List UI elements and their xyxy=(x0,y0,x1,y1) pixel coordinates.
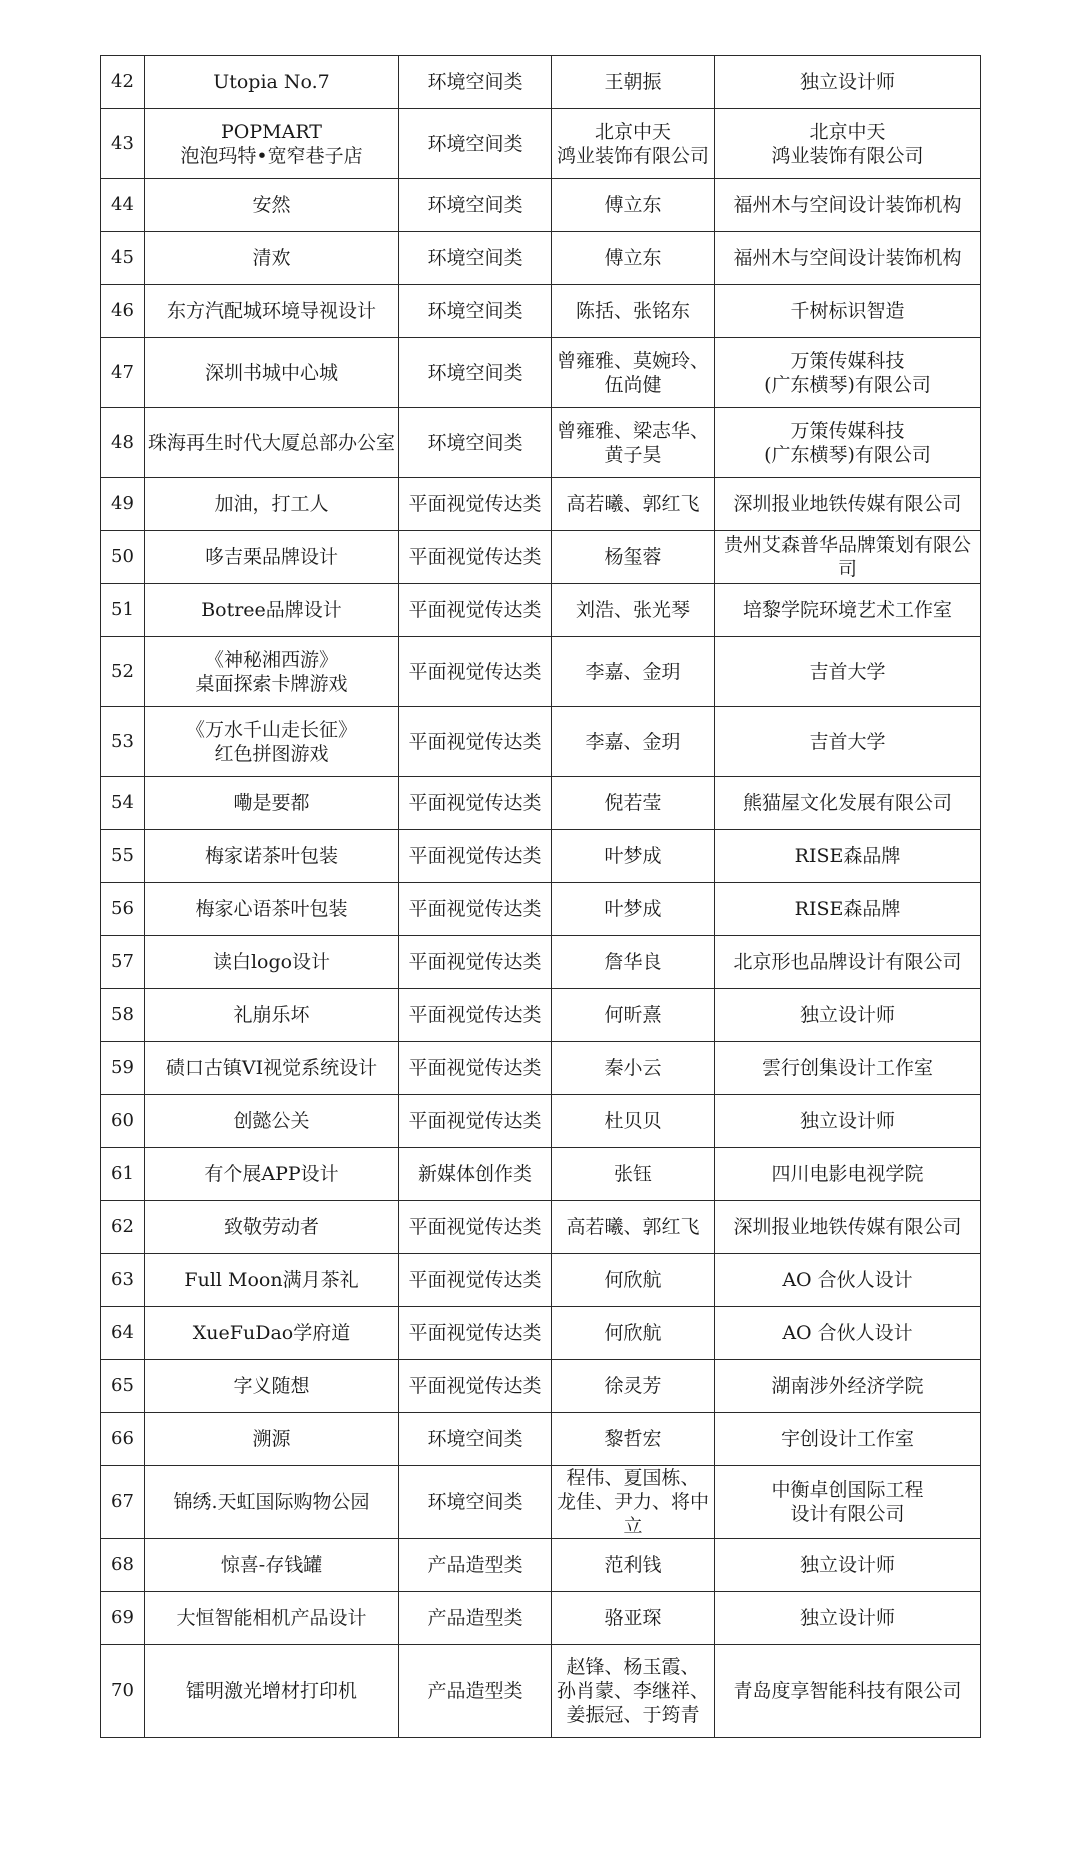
table-row xyxy=(101,830,981,883)
entry-number: 63 xyxy=(101,1254,145,1307)
work-organization: 宇创设计工作室 xyxy=(715,1413,981,1466)
work-category: 环境空间类 xyxy=(399,338,552,408)
work-category: 环境空间类 xyxy=(399,56,552,109)
work-author: 刘浩、张光琴 xyxy=(552,584,715,637)
entry-number: 70 xyxy=(101,1645,145,1738)
work-title: 锦绣.天虹国际购物公园 xyxy=(145,1466,399,1539)
table-row xyxy=(101,1254,981,1307)
entry-number: 52 xyxy=(101,637,145,707)
table-row xyxy=(101,584,981,637)
entry-number: 47 xyxy=(101,338,145,408)
work-author: 曾雍雅、梁志华、 黄子昊 xyxy=(552,408,715,478)
table-row xyxy=(101,1592,981,1645)
work-author: 曾雍雅、莫婉玲、 伍尚健 xyxy=(552,338,715,408)
entry-number: 69 xyxy=(101,1592,145,1645)
work-category: 产品造型类 xyxy=(399,1592,552,1645)
table-row xyxy=(101,1042,981,1095)
table-row xyxy=(101,989,981,1042)
work-author: 范利钱 xyxy=(552,1539,715,1592)
work-title: 梅家心语茶叶包装 xyxy=(145,883,399,936)
table-row xyxy=(101,1307,981,1360)
work-organization: 福州木与空间设计装饰机构 xyxy=(715,179,981,232)
work-title: 梅家诺茶叶包装 xyxy=(145,830,399,883)
table-row xyxy=(101,285,981,338)
work-organization: 万策传媒科技 (广东横琴)有限公司 xyxy=(715,338,981,408)
work-title: 字义随想 xyxy=(145,1360,399,1413)
work-organization: 独立设计师 xyxy=(715,989,981,1042)
work-organization: 湖南涉外经济学院 xyxy=(715,1360,981,1413)
work-author: 高若曦、郭红飞 xyxy=(552,478,715,531)
work-author: 赵锋、杨玉霞、 孙肖蒙、李继祥、 姜振冠、于筠青 xyxy=(552,1645,715,1738)
entry-number: 58 xyxy=(101,989,145,1042)
work-category: 平面视觉传达类 xyxy=(399,1360,552,1413)
table-row xyxy=(101,637,981,707)
work-title: 致敬劳动者 xyxy=(145,1201,399,1254)
work-title: 安然 xyxy=(145,179,399,232)
work-category: 平面视觉传达类 xyxy=(399,1095,552,1148)
work-organization: 吉首大学 xyxy=(715,637,981,707)
work-author: 李嘉、金玥 xyxy=(552,707,715,777)
work-organization: 青岛度享智能科技有限公司 xyxy=(715,1645,981,1738)
table-row xyxy=(101,1148,981,1201)
work-author: 黎哲宏 xyxy=(552,1413,715,1466)
work-organization: 四川电影电视学院 xyxy=(715,1148,981,1201)
work-category: 环境空间类 xyxy=(399,179,552,232)
table-row xyxy=(101,1413,981,1466)
entry-number: 51 xyxy=(101,584,145,637)
entry-number: 43 xyxy=(101,109,145,179)
work-category: 平面视觉传达类 xyxy=(399,1307,552,1360)
table-row xyxy=(101,1645,981,1738)
work-category: 环境空间类 xyxy=(399,1413,552,1466)
work-author: 叶梦成 xyxy=(552,883,715,936)
work-author: 何欣航 xyxy=(552,1307,715,1360)
work-author: 何欣航 xyxy=(552,1254,715,1307)
table-row xyxy=(101,338,981,408)
work-title: 有个展APP设计 xyxy=(145,1148,399,1201)
work-title: 加油，打工人 xyxy=(145,478,399,531)
work-author: 傅立东 xyxy=(552,232,715,285)
table-row xyxy=(101,936,981,989)
work-category: 平面视觉传达类 xyxy=(399,531,552,584)
work-category: 平面视觉传达类 xyxy=(399,883,552,936)
entry-number: 64 xyxy=(101,1307,145,1360)
work-category: 平面视觉传达类 xyxy=(399,478,552,531)
work-author: 陈括、张铭东 xyxy=(552,285,715,338)
table-row xyxy=(101,777,981,830)
work-category: 平面视觉传达类 xyxy=(399,707,552,777)
entry-number: 53 xyxy=(101,707,145,777)
work-category: 平面视觉传达类 xyxy=(399,936,552,989)
work-author: 倪若莹 xyxy=(552,777,715,830)
entry-number: 66 xyxy=(101,1413,145,1466)
entry-number: 61 xyxy=(101,1148,145,1201)
entry-number: 42 xyxy=(101,56,145,109)
work-organization: 独立设计师 xyxy=(715,1539,981,1592)
work-category: 产品造型类 xyxy=(399,1539,552,1592)
table-row xyxy=(101,1095,981,1148)
work-organization: 独立设计师 xyxy=(715,1095,981,1148)
work-title: 惊喜-存钱罐 xyxy=(145,1539,399,1592)
table-row xyxy=(101,707,981,777)
work-organization: 北京形也品牌设计有限公司 xyxy=(715,936,981,989)
award-table xyxy=(100,55,981,1738)
work-organization: AO 合伙人设计 xyxy=(715,1307,981,1360)
work-organization: 熊猫屋文化发展有限公司 xyxy=(715,777,981,830)
table-row xyxy=(101,1360,981,1413)
table-row xyxy=(101,56,981,109)
work-title: 《神秘湘西游》 桌面探索卡牌游戏 xyxy=(145,637,399,707)
work-title: 创懿公关 xyxy=(145,1095,399,1148)
entry-number: 60 xyxy=(101,1095,145,1148)
work-title: 东方汽配城环境导视设计 xyxy=(145,285,399,338)
entry-number: 68 xyxy=(101,1539,145,1592)
work-category: 平面视觉传达类 xyxy=(399,830,552,883)
work-title: 嘞是要都 xyxy=(145,777,399,830)
entry-number: 44 xyxy=(101,179,145,232)
work-author: 高若曦、郭红飞 xyxy=(552,1201,715,1254)
work-title: Botree品牌设计 xyxy=(145,584,399,637)
work-author: 杜贝贝 xyxy=(552,1095,715,1148)
work-title: XueFuDao学府道 xyxy=(145,1307,399,1360)
work-organization: 深圳报业地铁传媒有限公司 xyxy=(715,1201,981,1254)
work-author: 王朝振 xyxy=(552,56,715,109)
work-organization: 北京中天 鸿业装饰有限公司 xyxy=(715,109,981,179)
work-author: 徐灵芳 xyxy=(552,1360,715,1413)
table-row xyxy=(101,1539,981,1592)
work-title: 清欢 xyxy=(145,232,399,285)
work-category: 平面视觉传达类 xyxy=(399,989,552,1042)
work-author: 秦小云 xyxy=(552,1042,715,1095)
entry-number: 59 xyxy=(101,1042,145,1095)
work-organization: 独立设计师 xyxy=(715,56,981,109)
work-title: 大恒智能相机产品设计 xyxy=(145,1592,399,1645)
work-organization: 雲行创集设计工作室 xyxy=(715,1042,981,1095)
work-category: 平面视觉传达类 xyxy=(399,1201,552,1254)
work-category: 环境空间类 xyxy=(399,232,552,285)
entry-number: 62 xyxy=(101,1201,145,1254)
work-category: 平面视觉传达类 xyxy=(399,1254,552,1307)
work-title: Full Moon满月茶礼 xyxy=(145,1254,399,1307)
work-title: POPMART 泡泡玛特•宽窄巷子店 xyxy=(145,109,399,179)
work-title: 礼崩乐坏 xyxy=(145,989,399,1042)
table-row xyxy=(101,179,981,232)
work-category: 环境空间类 xyxy=(399,109,552,179)
entry-number: 55 xyxy=(101,830,145,883)
entry-number: 54 xyxy=(101,777,145,830)
work-organization: 贵州艾森普华品牌策划有限公司 xyxy=(715,531,981,584)
work-organization: 吉首大学 xyxy=(715,707,981,777)
work-organization: RISE森品牌 xyxy=(715,883,981,936)
work-category: 环境空间类 xyxy=(399,408,552,478)
table-row xyxy=(101,1466,981,1539)
work-category: 环境空间类 xyxy=(399,285,552,338)
work-author: 程伟、夏国栋、 龙佳、尹力、将中立 xyxy=(552,1466,715,1539)
entry-number: 57 xyxy=(101,936,145,989)
work-organization: 培黎学院环境艺术工作室 xyxy=(715,584,981,637)
work-title: 镭明激光增材打印机 xyxy=(145,1645,399,1738)
work-author: 叶梦成 xyxy=(552,830,715,883)
work-organization: 万策传媒科技 (广东横琴)有限公司 xyxy=(715,408,981,478)
table-row xyxy=(101,408,981,478)
work-organization: AO 合伙人设计 xyxy=(715,1254,981,1307)
entry-number: 67 xyxy=(101,1466,145,1539)
work-organization: 千树标识智造 xyxy=(715,285,981,338)
entry-number: 56 xyxy=(101,883,145,936)
work-author: 傅立东 xyxy=(552,179,715,232)
work-title: 碛口古镇VI视觉系统设计 xyxy=(145,1042,399,1095)
work-author: 张钰 xyxy=(552,1148,715,1201)
work-author: 李嘉、金玥 xyxy=(552,637,715,707)
table-row xyxy=(101,109,981,179)
work-category: 平面视觉传达类 xyxy=(399,1042,552,1095)
work-organization: 独立设计师 xyxy=(715,1592,981,1645)
work-category: 产品造型类 xyxy=(399,1645,552,1738)
work-title: Utopia No.7 xyxy=(145,56,399,109)
work-title: 珠海再生时代大厦总部办公室 xyxy=(145,408,399,478)
entry-number: 46 xyxy=(101,285,145,338)
entry-number: 65 xyxy=(101,1360,145,1413)
work-author: 北京中天 鸿业装饰有限公司 xyxy=(552,109,715,179)
work-author: 詹华良 xyxy=(552,936,715,989)
award-table-body xyxy=(101,56,981,1738)
work-title: 哆吉栗品牌设计 xyxy=(145,531,399,584)
entry-number: 49 xyxy=(101,478,145,531)
work-category: 环境空间类 xyxy=(399,1466,552,1539)
entry-number: 50 xyxy=(101,531,145,584)
work-category: 平面视觉传达类 xyxy=(399,777,552,830)
work-title: 读白logo设计 xyxy=(145,936,399,989)
work-organization: 中衡卓创国际工程 设计有限公司 xyxy=(715,1466,981,1539)
work-category: 平面视觉传达类 xyxy=(399,584,552,637)
work-category: 平面视觉传达类 xyxy=(399,637,552,707)
work-author: 骆亚琛 xyxy=(552,1592,715,1645)
table-row xyxy=(101,883,981,936)
work-organization: 深圳报业地铁传媒有限公司 xyxy=(715,478,981,531)
table-row xyxy=(101,232,981,285)
table-row xyxy=(101,531,981,584)
award-list-sheet xyxy=(100,55,980,1738)
work-author: 何昕熹 xyxy=(552,989,715,1042)
table-row xyxy=(101,478,981,531)
work-title: 《万水千山走长征》 红色拼图游戏 xyxy=(145,707,399,777)
work-category: 新媒体创作类 xyxy=(399,1148,552,1201)
work-title: 溯源 xyxy=(145,1413,399,1466)
entry-number: 48 xyxy=(101,408,145,478)
entry-number: 45 xyxy=(101,232,145,285)
work-organization: RISE森品牌 xyxy=(715,830,981,883)
table-row xyxy=(101,1201,981,1254)
work-author: 杨玺蓉 xyxy=(552,531,715,584)
work-organization: 福州木与空间设计装饰机构 xyxy=(715,232,981,285)
work-title: 深圳书城中心城 xyxy=(145,338,399,408)
